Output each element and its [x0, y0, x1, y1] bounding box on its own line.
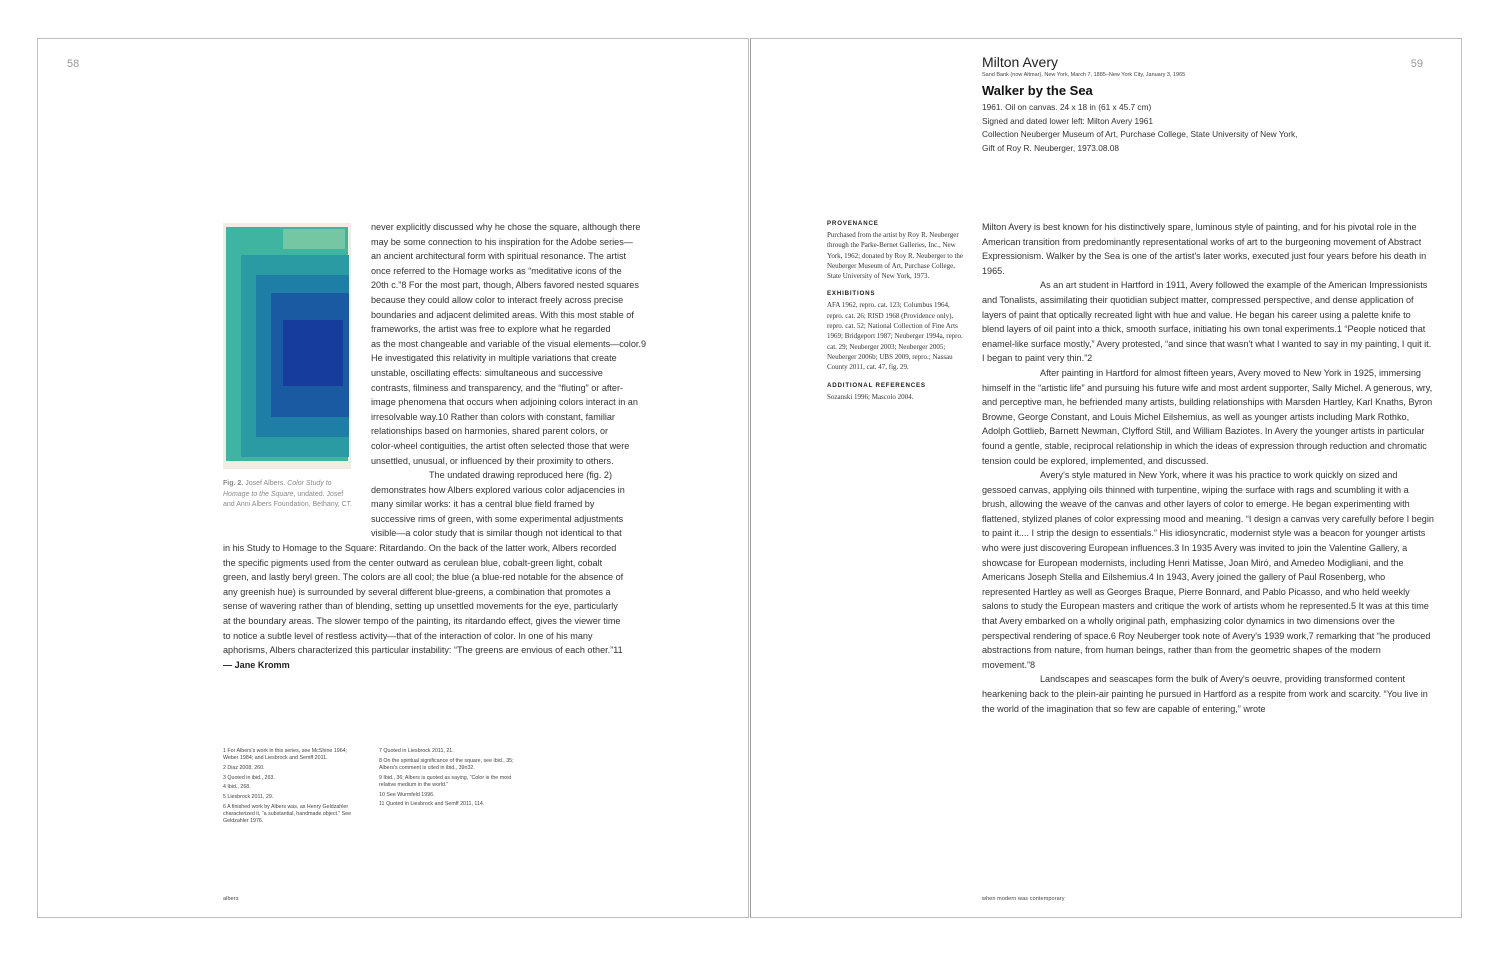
sidebar-info: [827, 220, 967, 411]
author-signature: — Jane Kromm: [223, 659, 290, 670]
right-page: [750, 38, 1462, 918]
body-column: never explicitly discussed why he chose the square, although there may be some connection to his inspiration for the Adobe series— an ancient architectural form with spiritual resonance. The artist once referred to the Homage works as “meditative icons of the 20th c.”8 For the most part, though, Albers favored nested squares because they could allow color to interact freely across precise boundaries and adjacent delimited areas. With this most stable of frameworks, the artist was free to explore what he regarded as the most changeable and variable of the visual elements—color.9 He investigated this relativity in multiple variations that create unstable, oscillating effects: simultaneous and successive contrasts, filminess and transparency, and the “fluting” or after- image phenomena that occurs when adjoining colors interact in an irresolvable way.10 Rather than colors with constant, familiar relationships based on harmonies, shared parent colors, or color-wheel contiguities, the artist often selected those that were unsettled, unusual, or influenced by their proximity to others. The undated drawing reproduced here (fig. 2) demonstrates how Albers explored various color adjacencies in many similar works: it has a central blue field framed by successive rims of green, with some experimental adjustments visible—a color study that is similar though not identical to that: [371, 222, 646, 539]
page-number: 59: [1410, 58, 1423, 70]
footnotes-left: 1 For Albers's work in this series, see McShine 1964; Weber 1984; and Liesbrock and Semff 2011. 2 Diaz 2008, 260. 3 Quoted in ibid., 263. 4 Ibid., 268. 5 Liesbrock 2011, 29. 6 A finished work by Albers was, as Henry Geldzahler characterized it, “a substantial, handmade object.” See Geldzahler 1976.: [223, 748, 352, 825]
figure-caption: Fig. 2. Josef Albers. Color Study to Homage to the Square, undated. Josef and Anni Albers Foundation, Bethany, CT.: [223, 480, 353, 508]
references-heading: ADDITIONAL REFERENCES: [827, 381, 926, 389]
artwork-meta: 1961. Oil on canvas. 24 x 18 in (61 x 45.7 cm) Signed and dated lower left: Milton Avery 1961 Collection Neuberger Museum of Art, Purchase College, State University of New York, Gift of Roy R. Neuberger, 1973.08.08: [982, 102, 1298, 153]
provenance-heading: PROVENANCE: [827, 220, 879, 227]
artwork-title: Walker by the Sea: [982, 83, 1093, 98]
running-footer: albers: [223, 896, 239, 902]
running-footer: when modern was contemporary: [982, 896, 1065, 902]
references-text: Sozanski 1996; Mascolo 2004.: [827, 392, 914, 401]
essay-body: Milton Avery is best known for his distinctively spare, luminous style of painting, and for his pivotal role in the American transition from predominantly representational works of art to the burgeoning movement of Abstract Expressionism. Walker by the Sea is one of the artist's later works, executed just four years before his death in 1965. As an art student in Hartford in 1911, Avery followed the example of the American Impressionists and Tonalists, assimilating their quotidian subject matter, compressed perspective, and dense application of layers of paint that optically recreated light with hue and value. He began his career using a palette knife to blend layers of oil paint into a thick, smooth surface, initiating his own tonal experiments.1 “People noticed that enamel-like surface mostly,” Avery protested, “and since that wasn't what I wanted to say in my painting, I quit it. I began to paint very thin.”2 After painting in Hartford for almost fifteen years, Avery moved to New York in 1925, immersing himself in the “artistic life” and pursuing his future wife and most ardent supporter, Sally Michel. A generous, wry, and perceptive man, he befriended many artists, building relationships with Marsden Hartley, Karl Knaths, Byron Browne, George Constant, and Louis Michel Eilshemius, as well as younger artists including Mark Rothko, Adolph Gottlieb, Barnett Newman, Clyfford Still, and William Baziotes. In Avery the younger artists in particular found a gentle, stable, reciprocal relationship in which the ideas of expression through reduction and chromatic tension could be explored, implemented, and discussed. Avery's style matured in New York, where it was his practice to work quickly on sized and gessoed canvas, applying oils thinned with turpentine, wiping the surface with rags and scumbling it with a brush, allowing the weave of the canvas and other layers of color to emerge. He began experimenting with flattened, stylized planes of color expressing mood and meaning. “I design a canvas very carefully before I begin to paint it.... I strip the design to essentials.” His idiosyncratic, modernist style was a beacon for younger artists who were just discovering European influences.3 In 1935 Avery was invited to join the Valentine Gallery, a showcase for European modernists, including Henri Matisse, Joan Miró, and Amedeo Modigliani, and the Americans Joseph Stella and Eilshemius.4 In 1943, Avery joined the gallery of Paul Rosenberg, who represented Hartley as well as Georges Braque, Pierre Bonnard, and Pablo Picasso, and who held weekly salons to study the European masters and critique the work of artists whom he represented.5 It was at this time that Avery embarked on a wholly original path, emphasizing color dynamics in two dimensions over the perspectival rendering of space.6 Roy Neuberger took note of Avery's 1939 work,7 remarking that “he produced abstractions from nature, from human beings, rather than from the geometric shapes of the modern movement.”8 Landscapes and seascapes form the bulk of Avery's oeuvre, providing transformed content hearkening back to the plein-air painting he pursued in Hartford as a respite from work and scarcity. “You live in the world of the imagination that so few are capable of entering,” wrote: [982, 222, 1434, 714]
artist-name: Milton Avery: [982, 54, 1058, 70]
body-full-width: in his Study to Homage to the Square: Ritardando. On the back of the latter work, Albers recorded the specific pigments used from the center outward as cerulean blue, cobalt-green light, cobalt green, and lastly beryl green. The colors are all cool; the blue (a blue-red notable for the absence of any greenish hue) is surrounded by several different blue-greens, a combination that promotes a sense of wavering rather than of blending, setting up unsettled movements for the eye, particularly at the boundary areas. The slower tempo of the painting, its ritardando effect, gives the viewer time to notice a subtle level of restless activity—that of the interaction of color. In one of his many aphorisms, Albers characterized this particular instability: “The greens are envious of each other.”11 — Jane Kromm: [223, 541, 693, 672]
provenance-text: Purchased from the artist by Roy R. Neuberger through the Parke-Bernet Galleries, Inc., New York, 1962; donated by Roy R. Neuberger to the Neuberger Museum of Art, Purchase College, State University of New York, 1973.: [827, 231, 964, 281]
color-study-artwork: [223, 223, 351, 469]
artist-bio: Sand Bank (now Altmar), New York, March 7, 1885–New York City, January 3, 1965: [982, 72, 1186, 78]
left-page: [37, 38, 749, 918]
footnotes-right: 7 Quoted in Liesbrock 2011, 21. 8 On the spiritual significance of the square, see ibid., 35; Albers's comment is cited in ibid., 39n32. 9 Ibid., 36; Albers is quoted as saying, “Color is the most relative medium in the world.” 10 See Wurmfeld 1996. 11 Quoted in Liesbrock and Semff 2011, 114.: [379, 748, 514, 808]
exhibitions-text: AFA 1962, repro. cat. 123; Columbus 1964, repro. cat. 26; RISD 1968 (Providence only), repro. cat. 52; National Collection of Fine Arts 1969; Bridgeport 1987; Neuberger 1994a, repro. cat. 29; Neuberger 2003; Neuberger 2005; Neuberger 2006b; UBS 2009, repro.; Nassau County 2011, cat. 47, fig. 29.: [827, 301, 963, 372]
exhibitions-heading: EXHIBITIONS: [827, 290, 876, 298]
page-number: 58: [67, 58, 80, 70]
